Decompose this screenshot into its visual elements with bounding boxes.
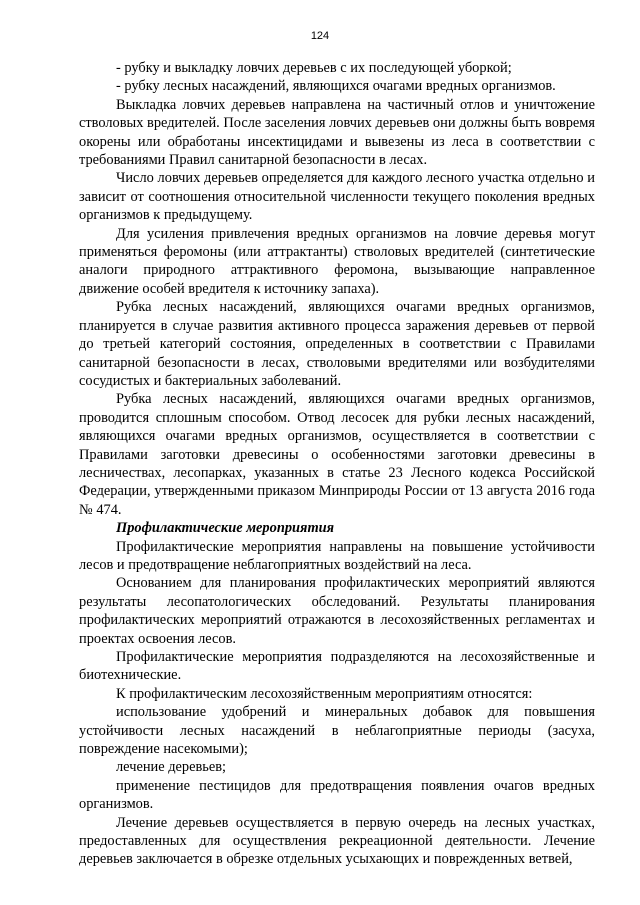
page-number: 124	[310, 30, 330, 42]
paragraph: применение пестицидов для предотвращения появления очагов вредных организмов.	[79, 777, 595, 813]
paragraph: - рубку и выкладку ловчих деревьев с их последующей уборкой;	[116, 60, 512, 76]
paragraph: Основанием для планирования профилактических мероприятий являются результаты лесопатологических обследований. Результаты планирования профилактических мероприятий отражаются в лесохозяйственных регламентах и проектах освоения лесов.	[79, 575, 595, 647]
paragraph: Рубка лесных насаждений, являющихся очагами вредных организмов, планируется в случае развития активного процесса заражения деревьев от первой до третьей категорий состояния, определенных в соответствии с Правилами санитарной безопасности в лесах, стволовыми вредителями или возбудителями сосудистых и бактериальных заболеваний.	[79, 299, 595, 389]
paragraph: - рубку лесных насаждений, являющихся очагами вредных организмов.	[116, 78, 556, 95]
paragraph: Выкладка ловчих деревьев направлена на частичный отлов и уничтожение стволовых вредителей. После заселения ловчих деревьев они должны быть вовремя окорены или обработаны инсектицидами и вывезены из леса в соответствии с требованиями Правил санитарной безопасности в лесах.	[79, 96, 595, 169]
paragraph: Профилактические мероприятия подразделяются на лесохозяйственные и биотехнические.	[79, 649, 595, 684]
paragraph: использование удобрений и минеральных добавок для повышения устойчивости лесных насаждений в неблагоприятные периоды (засуха, повреждение насекомыми);	[79, 704, 595, 758]
section-heading: Профилактические мероприятия	[116, 520, 335, 537]
paragraph: лечение деревьев;	[116, 759, 227, 776]
paragraph: Рубка лесных насаждений, являющихся очагами вредных организмов, проводится сплошным способом. Отвод лесосек для рубки лесных насаждений, являющихся очагами вредных организмов, осуществляется в соответствии с Правилами заготовки древесины о особенностями заготовки древесины в лесничествах, лесопарках, указанных в статье 23 Лесного кодекса Российской Федерации, утвержденными приказом Минприроды России от 13 августа 2016 года № 474.	[79, 391, 595, 518]
paragraph: Для усиления привлечения вредных организмов на ловчие деревья могут применяться феромоны (или аттрактанты) стволовых вредителей (синтетические аналоги природного аттрактивного феромона, вызывающие направленное движение особей вредителя к источнику запаха).	[79, 225, 595, 297]
document-body	[79, 59, 595, 869]
paragraph: Лечение деревьев осуществляется в первую очередь на лесных участках, предоставленных для осуществления рекреационной деятельности. Лечение деревьев заключается в обрезке отдельных усыхающих и поврежденных ветвей,	[79, 814, 595, 868]
paragraph: Профилактические мероприятия направлены на повышение устойчивости лесов и предотвращение неблагоприятных воздействий на леса.	[79, 538, 595, 573]
paragraph: К профилактическим лесохозяйственным мероприятиям относятся:	[116, 685, 533, 702]
paragraph: Число ловчих деревьев определяется для каждого лесного участка отдельно и зависит от соотношения относительной численности текущего поколения вредных организмов к предыдущему.	[79, 170, 595, 224]
